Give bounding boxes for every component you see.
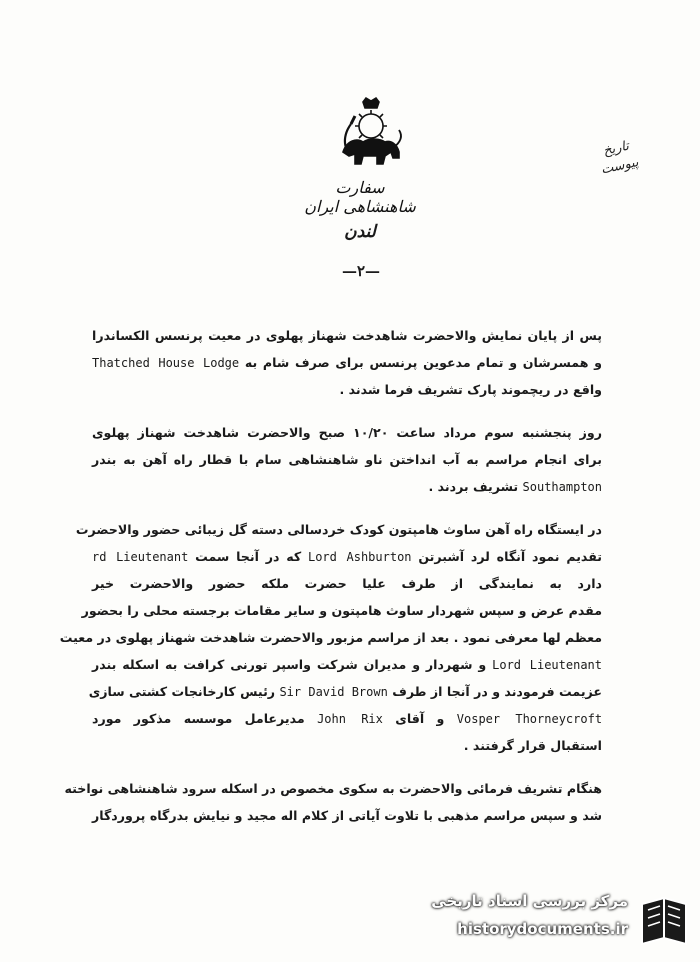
page-number: —۲—: [341, 262, 381, 280]
persian-text: عزیمت فرمودند و در آنجا از طرف: [392, 684, 602, 699]
latin-name: Lord Ashburton: [307, 550, 412, 564]
persian-text: و همسرشان و تمام مدعوین پرنسس برای صرف شام به: [244, 355, 602, 370]
persian-text: استقبال قرار گرفتند .: [463, 738, 602, 753]
latin-name: John Rix: [317, 712, 383, 726]
text-line: [92, 322, 602, 349]
persian-text: هنگام تشریف فرمائی والاحضرت به سکوی مخصوص در اسکله سرود شاهنشاهی نواخته: [64, 781, 602, 796]
persian-text: که در آنجا سمت: [195, 549, 302, 564]
persian-text: دارد به نمایندگی از طرف علیا حضرت ملکه حضور والاحضرت خیر: [92, 576, 602, 591]
text-line: [75, 516, 602, 543]
latin-name: Southampton: [522, 480, 602, 494]
text-line: [92, 651, 602, 678]
watermark-url: historydocuments.ir: [457, 920, 628, 938]
margin-note-attachment: پیوست: [599, 155, 640, 178]
text-line: [92, 446, 602, 473]
text-line: [92, 705, 602, 732]
persian-text: مدیرعامل موسسه مذکور مورد: [92, 711, 305, 726]
paragraph-gap: [92, 759, 602, 775]
text-line: [92, 802, 602, 829]
text-line: [92, 570, 602, 597]
text-line: [88, 678, 602, 705]
persian-text: واقع در ریچموند پارک تشریف فرما شدند .: [339, 382, 602, 397]
persian-text: معظم لها معرفی نمود . بعد از مراسم مزبور والاحضرت شاهدخت شهناز پهلوی در معیت: [59, 630, 602, 645]
latin-name: Thatched House Lodge: [92, 356, 240, 370]
paragraph-gap: [92, 403, 602, 419]
latin-name: Vosper Thorneycroft: [456, 712, 603, 726]
text-line: [59, 624, 602, 651]
text-line: [92, 419, 602, 446]
persian-text: و شهردار و مدیران شرکت واسپر تورنی کرافت به اسکله بندر: [92, 657, 487, 672]
text-line: [92, 349, 602, 376]
persian-text: رئیس کارخانجات کشتی سازی: [88, 684, 276, 699]
latin-name: Lord Lieutenant: [492, 658, 603, 672]
embassy-name: سفارت شاهنشاهی ایران: [304, 178, 416, 216]
text-line: [92, 732, 602, 759]
text-line: [92, 473, 602, 500]
persian-text: تقدیم نمود آنگاه لرد آشبرتن: [418, 549, 603, 564]
persian-text: روز پنجشنبه سوم مرداد ساعت ۱۰/۲۰ صبح والاحضرت شاهدخت شهناز پهلوی: [92, 425, 602, 440]
book-logo-icon: [636, 894, 692, 950]
text-line: [92, 543, 602, 570]
lion-and-sun-emblem-icon: [333, 96, 409, 176]
text-line: [92, 376, 602, 403]
text-line: [64, 775, 602, 802]
persian-text: تشریف بردند .: [428, 479, 519, 494]
watermark-title: مرکز بررسی اسناد تاریخی: [431, 892, 628, 910]
persian-text: برای انجام مراسم به آب انداختن ناو شاهنشاهی سام با قطار راه آهن به بندر: [92, 452, 602, 467]
margin-note-date: تاریخ: [601, 138, 631, 159]
latin-name: Sir David Brown: [279, 685, 388, 699]
latin-name: rd Lieutenant: [92, 550, 189, 564]
persian-text: شد و سپس مراسم مذهبی با تلاوت آیاتی از کلام اله مجید و نیایش بدرگاه پروردگار: [92, 808, 602, 823]
text-line: [81, 597, 602, 624]
persian-text: مقدم عرض و سپس شهردار ساوث هامپتون و سایر مقامات برجسته محلی را بحضور: [81, 603, 602, 618]
paragraph-gap: [92, 500, 602, 516]
city-name: لندن: [344, 222, 376, 242]
persian-text: و آقای: [395, 711, 445, 726]
margin-note: [583, 134, 653, 183]
letter-body: [59, 322, 603, 829]
persian-text: در ایستگاه راه آهن ساوث هامپتون کودک خردسالی دسته گل زیبائی حضور والاحضرت: [75, 522, 602, 537]
persian-text: پس از پایان نمایش والاحضرت شاهدخت شهناز پهلوی در معیت پرنسس الکساندرا: [92, 328, 602, 343]
